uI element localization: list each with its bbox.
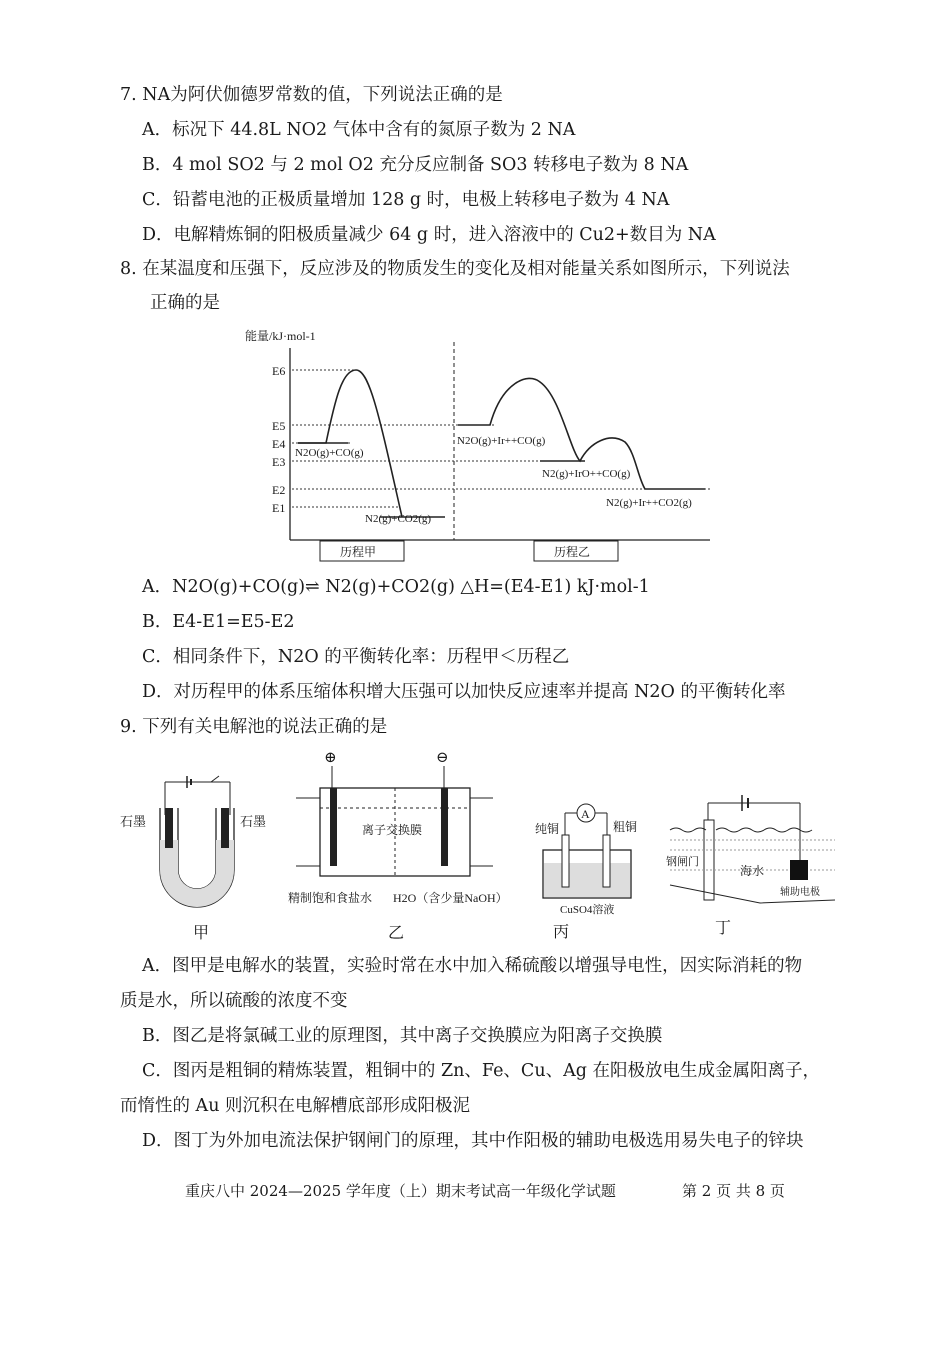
bing-caption: 丙 [553, 924, 570, 941]
q9-option-d: D．图丁为外加电流法保护钢闸门的原理，其中作阳极的辅助电极选用易失电子的锌块 [142, 1131, 804, 1151]
q9-stem: 9. 下列有关电解池的说法正确的是 [120, 717, 388, 737]
ding-gate-label: 钢闸门 [666, 856, 699, 868]
bing-solution-label: CuSO4溶液 [560, 904, 615, 916]
q9-option-a-line2: 质是水，所以硫酸的浓度不变 [120, 991, 348, 1011]
energy-diagram [240, 320, 720, 570]
q7-option-a: A．标况下 44.8L NO2 气体中含有的氮原子数为 2 NA [142, 120, 576, 140]
level-E6: E6 [272, 364, 286, 378]
box-yi: 历程乙 [554, 545, 591, 559]
yi-plus-sign: ⊕ [324, 750, 337, 766]
ding-caption: 丁 [715, 920, 732, 937]
fig-jia [115, 760, 285, 945]
fig-bing [525, 795, 645, 945]
q8-stem-line1: 8. 在某温度和压强下，反应涉及的物质发生的变化及相对能量关系如图所示，下列说法 [120, 259, 790, 279]
footer-page-number: 第 2 页 共 8 页 [682, 1182, 785, 1200]
species-left-end: N2(g)+CO2(g) [365, 513, 432, 525]
q8-option-d: D．对历程甲的体系压缩体积增大压强可以加快反应速率并提高 N2O 的平衡转化率 [142, 682, 786, 702]
q7-option-b: B．4 mol SO2 与 2 mol O2 充分反应制备 SO3 转移电子数为 8 NA [142, 155, 689, 175]
bing-left-label: 纯铜 [535, 822, 560, 836]
ding-water-label: 海水 [740, 864, 765, 878]
yi-right-input: H2O（含少量NaOH） [393, 891, 508, 905]
fig-yi [288, 748, 516, 945]
species-right-start: N2O(g)+Ir++CO(g) [457, 435, 546, 447]
bing-right-label: 粗铜 [613, 820, 638, 834]
q9-option-c-line2: 而惰性的 Au 则沉积在电解槽底部形成阳极泥 [120, 1096, 471, 1116]
species-left-start: N2O(g)+CO(g) [295, 447, 364, 459]
q8-stem-line2: 正确的是 [150, 293, 220, 313]
level-E2: E2 [272, 483, 286, 497]
jia-caption: 甲 [193, 925, 210, 942]
footer-title: 重庆八中 2024—2025 学年度（上）期末考试高一年级化学试题 [185, 1182, 616, 1200]
q8-option-a: A．N2O(g)+CO(g)⇌ N2(g)+CO2(g) △H=(E4-E1) kJ·mol-1 [142, 577, 650, 597]
level-E4: E4 [272, 437, 286, 451]
level-E3: E3 [272, 455, 286, 469]
box-jia: 历程甲 [340, 545, 377, 559]
q9-option-c-line1: C．图丙是粗铜的精炼装置，粗铜中的 Zn、Fe、Cu、Ag 在阳极放电生成金属阳离子， [142, 1061, 820, 1081]
yi-membrane-label: 离子交换膜 [362, 823, 423, 837]
yi-left-input: 精制饱和食盐水 [288, 891, 373, 905]
species-right-end: N2(g)+Ir++CO2(g) [606, 497, 692, 509]
yi-minus-sign: ⊖ [436, 750, 449, 766]
level-E1: E1 [272, 501, 286, 515]
ding-electrode-label: 辅助电极 [780, 887, 820, 898]
q9-option-b: B．图乙是将氯碱工业的原理图，其中离子交换膜应为阳离子交换膜 [142, 1026, 663, 1046]
q9-option-a-line1: A．图甲是电解水的装置，实验时常在水中加入稀硫酸以增强导电性，因实际消耗的物 [142, 956, 803, 976]
q7-option-d: D．电解精炼铜的阳极质量减少 64 g 时，进入溶液中的 Cu2+数目为 NA [142, 225, 716, 245]
jia-right-label: 石墨 [240, 814, 267, 829]
fig-ding [660, 785, 840, 945]
jia-left-label: 石墨 [120, 814, 147, 829]
q8-option-b: B．E4-E1=E5-E2 [142, 612, 295, 632]
species-right-mid: N2(g)+IrO++CO(g) [542, 468, 631, 480]
q7-stem: 7. NA为阿伏伽德罗常数的值，下列说法正确的是 [120, 85, 503, 105]
yi-caption: 乙 [388, 925, 405, 942]
level-E5: E5 [272, 419, 286, 433]
q8-option-c: C．相同条件下，N2O 的平衡转化率：历程甲＜历程乙 [142, 647, 570, 667]
bing-ammeter: A [581, 807, 590, 821]
q7-option-c: C．铅蓄电池的正极质量增加 128 g 时，电极上转移电子数为 4 NA [142, 190, 670, 210]
energy-axis-label: 能量/kJ·mol-1 [245, 329, 316, 343]
